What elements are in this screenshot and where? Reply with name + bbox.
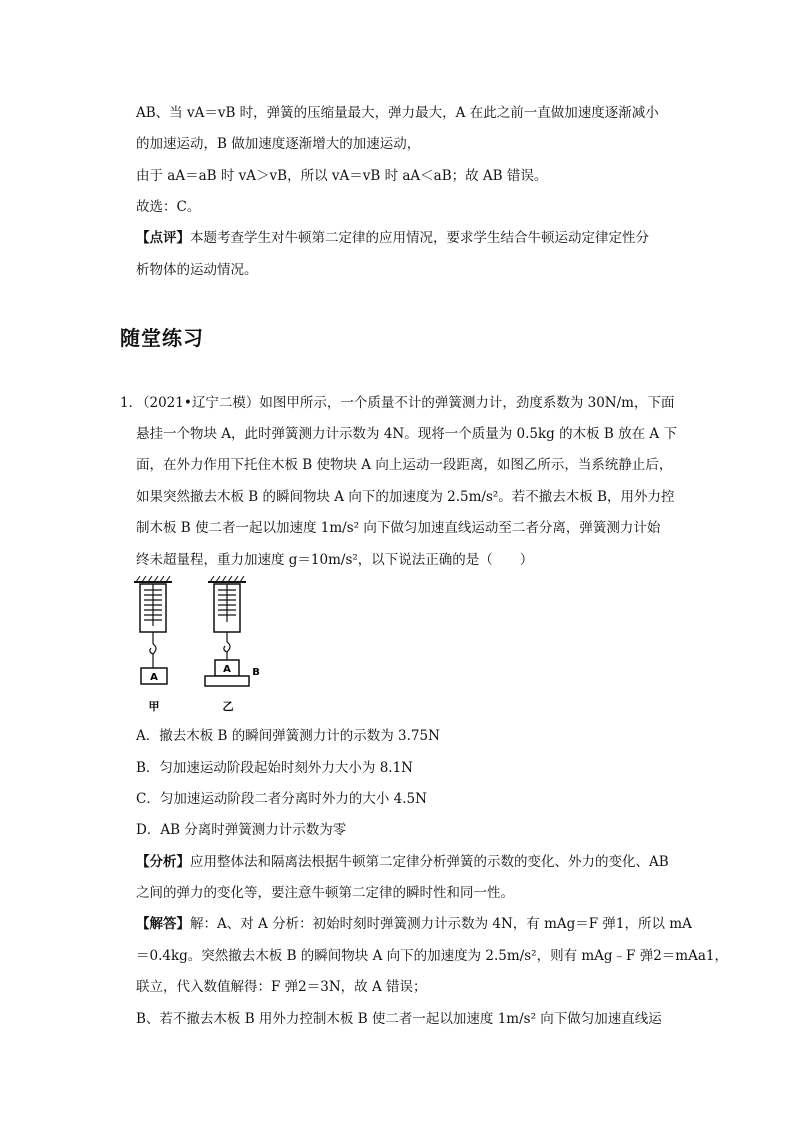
analysis-line bbox=[136, 853, 669, 871]
analysis-line: 之间的弹力的变化等，要注意牛顿第二定律的瞬时性和同一性。 bbox=[136, 885, 514, 901]
analysis-tag: 【分析】 bbox=[136, 854, 190, 870]
question-number: 1． bbox=[120, 395, 143, 411]
option-a: A．撤去木板 B 的瞬间弹簧测力计的示数为 3.75N bbox=[136, 728, 440, 744]
spring-scale-right bbox=[205, 576, 260, 713]
figure-caption-left: 甲 bbox=[148, 700, 160, 713]
solution-line: ＝0.4kg。突然撤去木板 B 的瞬间物块 A 向下的加速度为 2.5m/s²，则有 mAg﹣F 弹2＝mAa1， bbox=[136, 948, 728, 964]
comment-line: 析物体的运动情况。 bbox=[136, 262, 258, 278]
comment-line bbox=[136, 229, 649, 247]
solution-line: B、若不撤去木板 B 用外力控制木板 B 使二者一起以加速度 1m/s² 向下做匀加速直线运 bbox=[136, 1011, 662, 1027]
block-a-label: A bbox=[150, 672, 158, 683]
question-line: 悬挂一个物块 A，此时弹簧测力计示数为 4N。现将一个质量为 0.5kg 的木板 B 放在 A 下 bbox=[136, 426, 677, 442]
comment-tag: 【点评】 bbox=[136, 230, 190, 246]
question-line: 如果突然撤去木板 B 的瞬间物块 A 向下的加速度为 2.5m/s²。若不撤去木板 B，用外力控 bbox=[136, 489, 675, 505]
option-b: B．匀加速运动阶段起始时刻外力大小为 8.1N bbox=[136, 760, 413, 776]
spring-scale-figure bbox=[128, 576, 268, 716]
text-line: 由于 aA＝aB 时 vA＞vB，所以 vA＝vB 时 aA＜aB；故 AB 错误。 bbox=[136, 168, 548, 184]
question-line: 制木板 B 使二者一起以加速度 1m/s² 向下做匀加速直线运动至二者分离，弹簧测力计始 bbox=[136, 520, 661, 536]
question-line: （2021•辽宁二模）如图甲所示，一个质量不计的弹簧测力计，劲度系数为 30N/m，下面 bbox=[136, 395, 675, 411]
solution-line: 联立，代入数值解得：F 弹2＝3N，故 A 错误； bbox=[136, 979, 427, 995]
text-line: 故选：C。 bbox=[136, 199, 201, 215]
question-line: 终未超量程，重力加速度 g＝10m/s²，以下说法正确的是（ ） bbox=[136, 552, 534, 568]
section-title: 随堂练习 bbox=[120, 326, 204, 350]
board-b-label: B bbox=[252, 667, 260, 678]
figure-caption-right: 乙 bbox=[222, 700, 234, 713]
spring-scale-left bbox=[134, 576, 172, 713]
question-line: 面，在外力作用下托住木板 B 使物块 A 向上运动一段距离，如图乙所示，当系统静止后， bbox=[136, 457, 673, 473]
solution-tag: 【解答】 bbox=[136, 916, 190, 932]
text-line: 的加速运动，B 做加速度逐渐增大的加速运动， bbox=[136, 136, 421, 152]
solution-text: 解：A、对 A 分析：初始时刻时弹簧测力计示数为 4N，有 mAg＝F 弹1，所以 mA bbox=[190, 916, 692, 932]
analysis-text: 应用整体法和隔离法根据牛顿第二定律分析弹簧的示数的变化、外力的变化、AB bbox=[190, 854, 669, 870]
option-c: C．匀加速运动阶段二者分离时外力的大小 4.5N bbox=[136, 791, 427, 807]
option-d: D．AB 分离时弹簧测力计示数为零 bbox=[136, 822, 347, 838]
solution-line bbox=[136, 915, 692, 933]
text-line: AB、当 vA＝vB 时，弹簧的压缩量最大，弹力最大，A 在此之前一直做加速度逐渐减小 bbox=[136, 105, 659, 121]
comment-text: 本题考查学生对牛顿第二定律的应用情况，要求学生结合牛顿运动定律定性分 bbox=[190, 230, 649, 246]
block-a-label: A bbox=[223, 664, 231, 675]
